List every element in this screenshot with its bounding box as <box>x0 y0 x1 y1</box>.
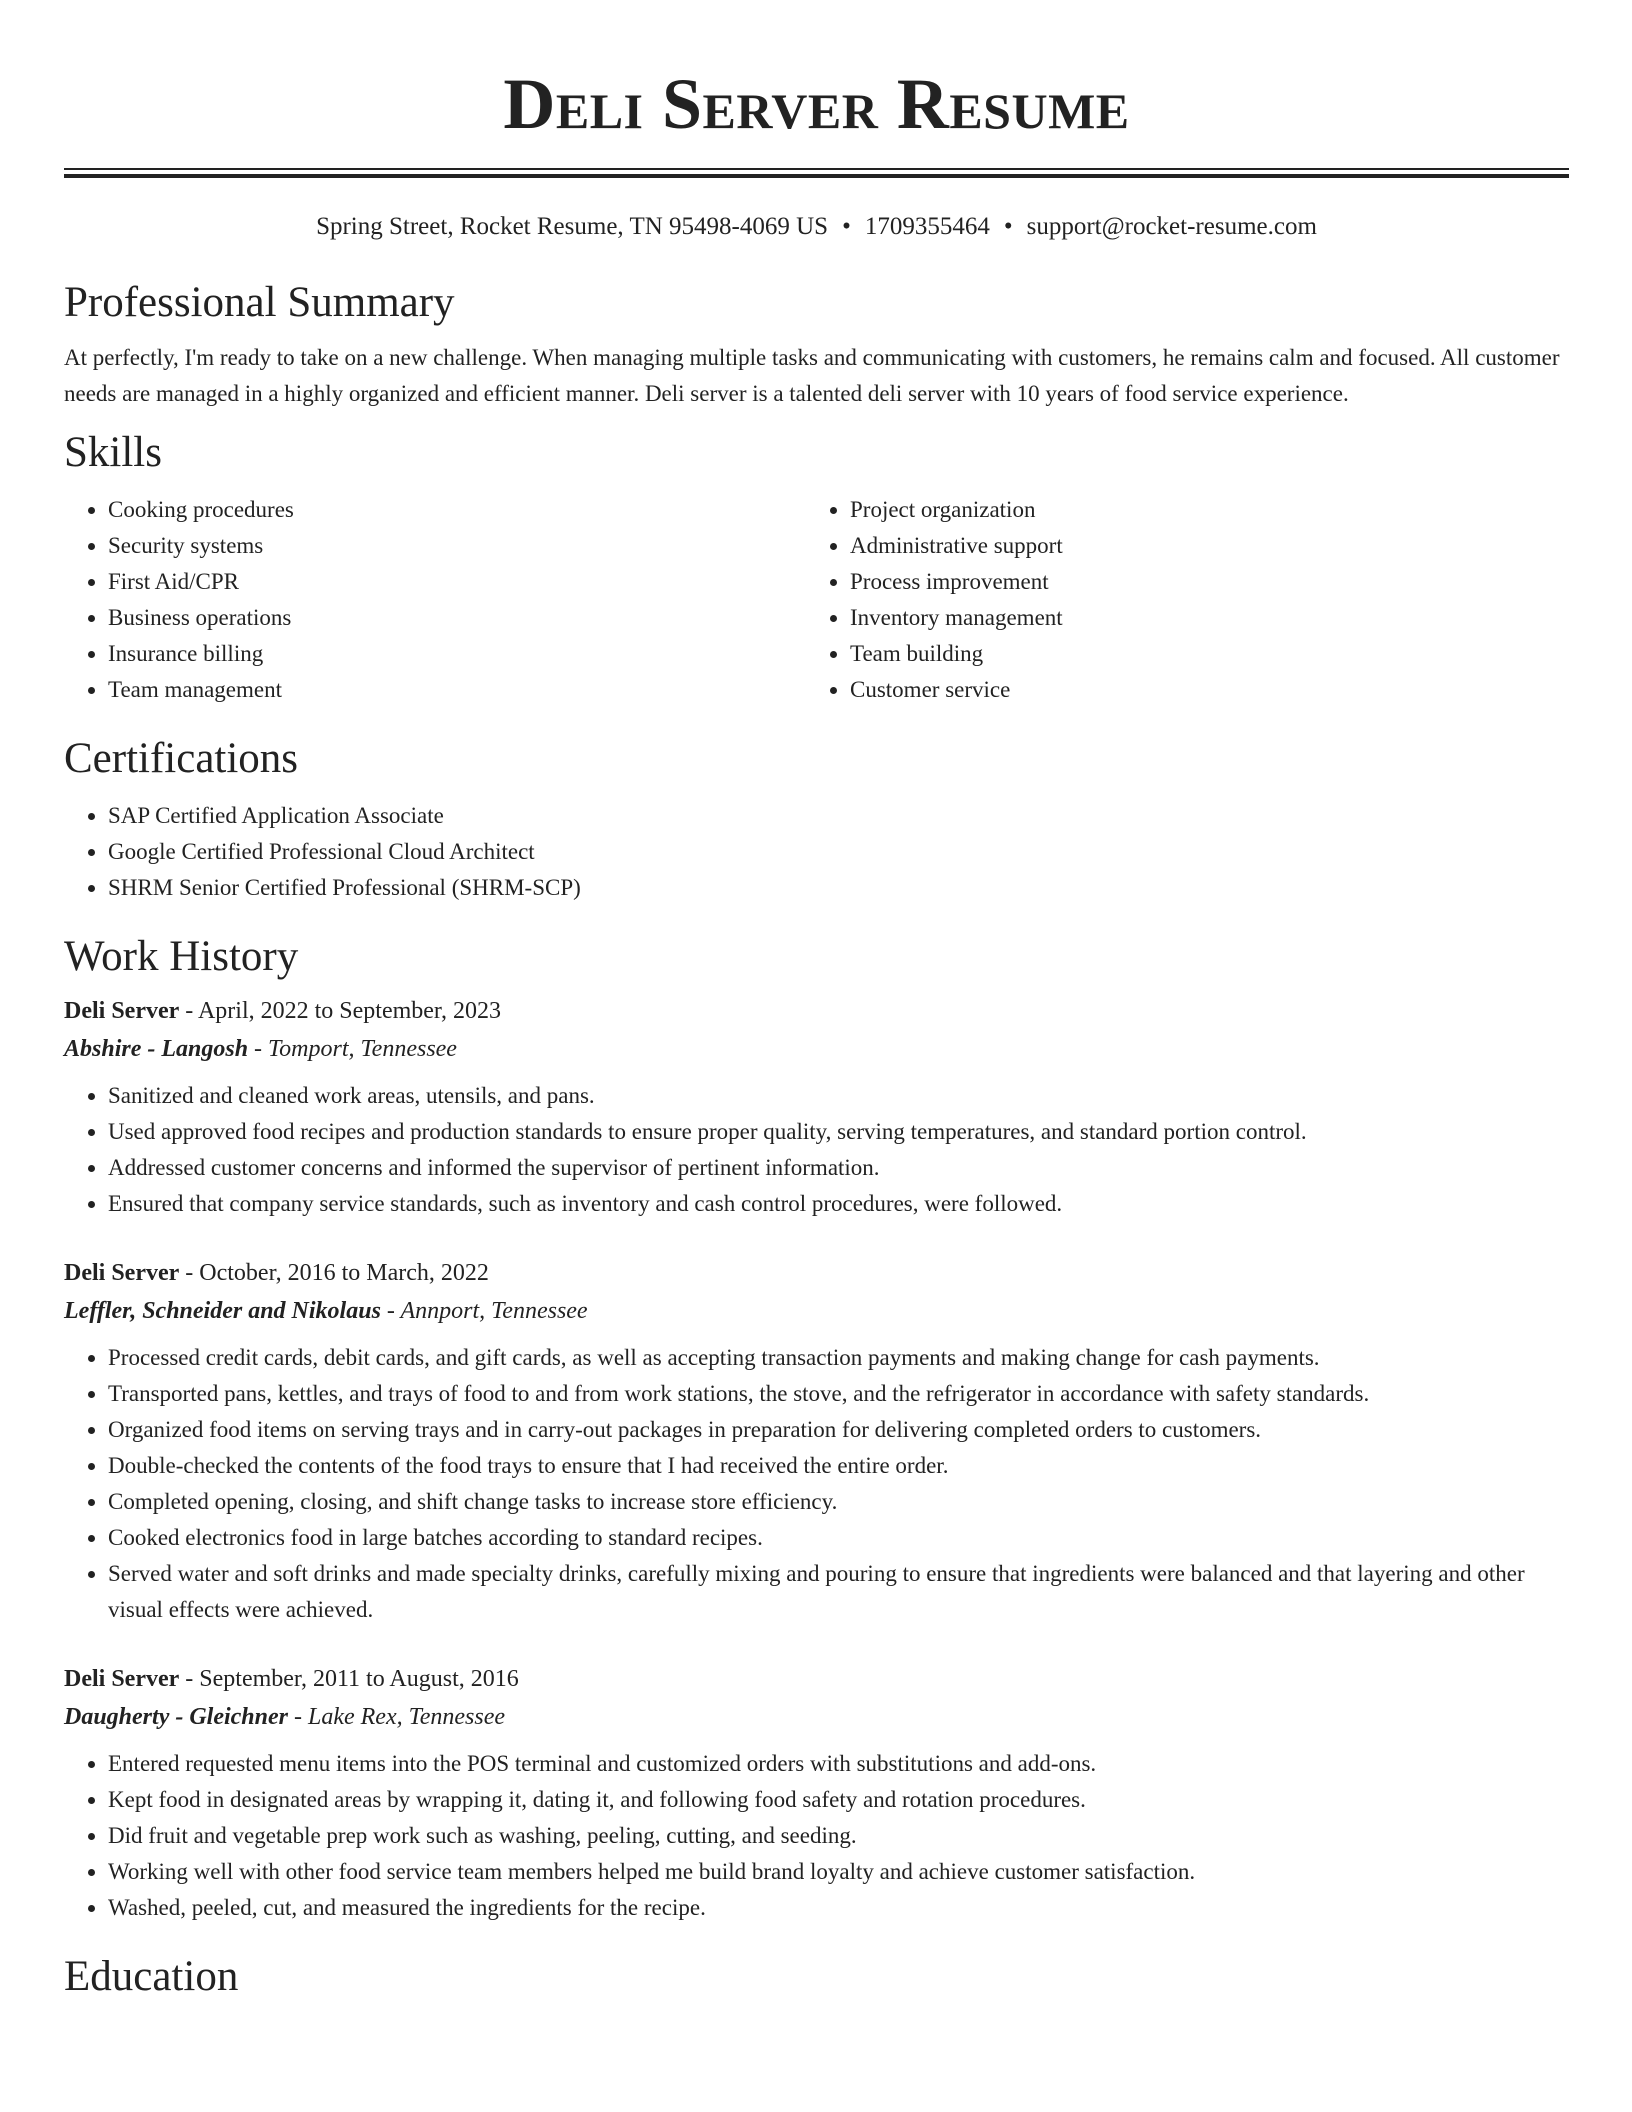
job-company: Abshire - Langosh <box>64 1036 249 1062</box>
job-entry <box>64 992 1569 1222</box>
skill-item: • Insurance billing <box>108 636 806 672</box>
skill-item: • Cooking procedures <box>108 492 806 528</box>
skill-item: • Project organization <box>850 492 1548 528</box>
job-title-line <box>64 1254 1569 1292</box>
skill-item: • Process improvement <box>850 564 1548 600</box>
skills-column-left <box>64 492 806 708</box>
job-location: - Lake Rex, Tennessee <box>288 1704 506 1730</box>
job-location: - Tomport, Tennessee <box>248 1036 457 1062</box>
skill-item: • Team management <box>108 672 806 708</box>
job-title-line <box>64 1660 1569 1698</box>
job-bullet: • Did fruit and vegetable prep work such as washing, peeling, cutting, and seeding. <box>108 1818 1569 1854</box>
job-title-line <box>64 992 1569 1030</box>
job-bullet: • Processed credit cards, debit cards, and gift cards, as well as accepting transaction payments and making change for cash payments. <box>108 1340 1569 1376</box>
job-title: Deli Server <box>64 1666 180 1692</box>
job-bullet: • Ensured that company service standards, such as inventory and cash control procedures, were followed. <box>108 1186 1569 1222</box>
job-bullets <box>64 1746 1569 1926</box>
job-dates: - April, 2022 to September, 2023 <box>179 998 501 1024</box>
job-bullet: • Entered requested menu items into the POS terminal and customized orders with substitutions and add-ons. <box>108 1746 1569 1782</box>
job-bullet: • Addressed customer concerns and informed the supervisor of pertinent information. <box>108 1150 1569 1186</box>
certifications-heading: Certifications <box>64 735 299 782</box>
summary-text: At perfectly, I'm ready to take on a new challenge. When managing multiple tasks and communicating with customers, he remains calm and focused. All customer needs are managed in a highly organized and efficient manner. Deli server is a talented deli server with 10 years of food service experience. <box>64 345 1560 406</box>
contact-address: Spring Street, Rocket Resume, TN 95498-4069 US <box>316 213 829 240</box>
job-entry <box>64 1254 1569 1628</box>
job-bullet: • Kept food in designated areas by wrapping it, dating it, and following food safety and rotation procedures. <box>108 1782 1569 1818</box>
contact-email: support@rocket-resume.com <box>1026 213 1317 240</box>
job-dates: - October, 2016 to March, 2022 <box>179 1260 489 1286</box>
job-bullet: • Organized food items on serving trays and in carry-out packages in preparation for delivering completed orders to customers. <box>108 1412 1569 1448</box>
skill-item: • First Aid/CPR <box>108 564 806 600</box>
contact-line <box>64 212 1569 242</box>
job-company: Daugherty - Gleichner <box>64 1704 288 1730</box>
skill-item: • Administrative support <box>850 528 1548 564</box>
job-bullet: • Sanitized and cleaned work areas, utensils, and pans. <box>108 1078 1569 1114</box>
resume-page <box>64 0 1569 2002</box>
job-bullet: • Transported pans, kettles, and trays of food to and from work stations, the stove, and the refrigerator in accordance with safety standards. <box>108 1376 1569 1412</box>
job-company: Leffler, Schneider and Nikolaus <box>64 1298 381 1324</box>
job-company-line <box>64 1030 1569 1068</box>
skills-list <box>64 492 1569 708</box>
job-bullets <box>64 1340 1569 1628</box>
job-bullet: • Used approved food recipes and production standards to ensure proper quality, serving temperatures, and standard portion control. <box>108 1114 1569 1150</box>
contact-separator: • <box>1003 213 1013 240</box>
job-company-line <box>64 1292 1569 1330</box>
job-entry <box>64 1660 1569 1926</box>
job-dates: - September, 2011 to August, 2016 <box>179 1666 519 1692</box>
skill-item: • Team building <box>850 636 1548 672</box>
certifications-list <box>64 798 1569 906</box>
job-location: - Annport, Tennessee <box>380 1298 588 1324</box>
contact-phone: 1709355464 <box>864 213 990 240</box>
work-history-heading: Work History <box>64 933 299 980</box>
certification-item: • SHRM Senior Certified Professional (SHRM-SCP) <box>108 870 1569 906</box>
certification-item: • Google Certified Professional Cloud Architect <box>108 834 1569 870</box>
summary-heading: Professional Summary <box>64 279 455 326</box>
job-bullet: • Completed opening, closing, and shift change tasks to increase store efficiency. <box>108 1484 1569 1520</box>
education-heading: Education <box>64 1953 239 2000</box>
title-divider <box>64 168 1569 178</box>
skills-heading: Skills <box>64 429 162 476</box>
job-bullet: • Cooked electronics food in large batches according to standard recipes. <box>108 1520 1569 1556</box>
job-bullet: • Washed, peeled, cut, and measured the ingredients for the recipe. <box>108 1890 1569 1926</box>
job-bullets <box>64 1078 1569 1222</box>
job-bullet: • Working well with other food service team members helped me build brand loyalty and achieve customer satisfaction. <box>108 1854 1569 1890</box>
skill-item: • Inventory management <box>850 600 1548 636</box>
job-bullet: • Double-checked the contents of the food trays to ensure that I had received the entire order. <box>108 1448 1569 1484</box>
certification-item: • SAP Certified Application Associate <box>108 798 1569 834</box>
contact-separator: • <box>842 213 851 240</box>
job-company-line <box>64 1698 1569 1736</box>
skill-item: • Security systems <box>108 528 806 564</box>
job-bullet: • Served water and soft drinks and made specialty drinks, carefully mixing and pouring to ensure that ingredients were balanced and that layering and other visual effects were achieved. <box>108 1556 1569 1628</box>
job-title: Deli Server <box>64 1260 180 1286</box>
job-title: Deli Server <box>64 998 180 1024</box>
skill-item: • Customer service <box>850 672 1548 708</box>
resume-title: Deli Server Resume <box>503 64 1130 144</box>
skills-column-right <box>806 492 1548 708</box>
skill-item: • Business operations <box>108 600 806 636</box>
